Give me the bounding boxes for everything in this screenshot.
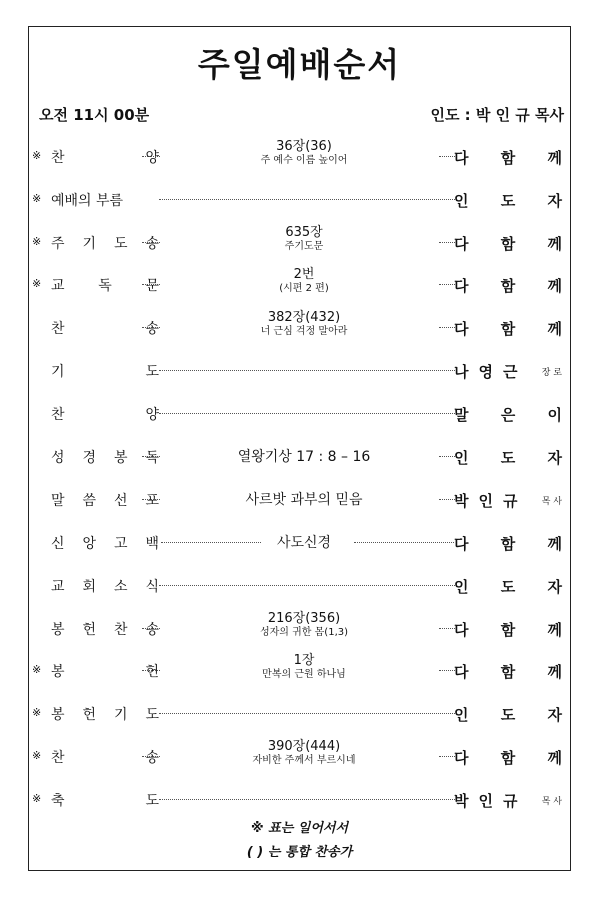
hymn-title: 성자의 귀한 몸(1,3) — [259, 627, 349, 638]
person-char: 함 — [500, 535, 516, 553]
hymn-title: 주 예수 이름 높이어 — [260, 155, 348, 166]
label-char: 경 — [82, 450, 97, 466]
dotted-leader — [142, 242, 160, 243]
person-char: 께 — [547, 149, 562, 167]
label-char: 기 — [113, 707, 128, 723]
order-item-detail — [169, 267, 439, 295]
label-char: 찬 — [51, 750, 65, 766]
detail-text: 열왕기상 17 : 8 – 16 — [237, 449, 371, 465]
dotted-leader — [142, 628, 160, 629]
service-leader: 인도 : 박 인 규 목사 — [430, 106, 564, 124]
order-item — [29, 267, 572, 303]
person-char: 자 — [547, 578, 562, 596]
hymn-number: 36장(36) — [276, 139, 332, 154]
order-item-detail — [169, 653, 439, 681]
person-char: 께 — [547, 749, 562, 767]
person-char: 박 — [454, 792, 469, 810]
order-item — [29, 568, 572, 604]
order-item — [29, 482, 572, 518]
person-char: 은 — [500, 406, 516, 424]
person-char: 근 — [503, 363, 518, 381]
dotted-leader — [142, 327, 160, 328]
order-item-label — [51, 233, 159, 253]
order-item — [29, 139, 572, 175]
label-char: 독 — [145, 450, 159, 466]
order-item-label — [51, 190, 159, 210]
label-char: 성 — [51, 450, 65, 466]
person-char: 께 — [547, 277, 562, 295]
person-title: 장 로 — [541, 368, 562, 378]
dotted-leader — [159, 713, 457, 714]
order-item-detail — [169, 739, 439, 767]
label-char: 교 — [51, 579, 65, 595]
person-title: 목 사 — [541, 497, 562, 507]
footer-hymnal-note: ( ) 는 통합 찬송가 — [246, 845, 353, 860]
person-char: 인 — [454, 706, 469, 724]
label-char: 봉 — [51, 622, 65, 638]
order-item-person — [454, 704, 562, 725]
label-char: 신 — [51, 536, 65, 552]
order-item-label — [51, 533, 159, 553]
dotted-leader — [439, 499, 455, 500]
person-char: 영 — [478, 363, 493, 381]
label-char: 도 — [145, 793, 159, 809]
standing-mark: ※ — [32, 706, 42, 719]
order-item-detail — [169, 310, 439, 338]
dotted-leader — [439, 756, 455, 757]
order-item-detail — [169, 525, 439, 561]
person-char: 함 — [500, 277, 516, 295]
person-char: 나 — [454, 363, 469, 381]
label-char: 양 — [145, 407, 159, 423]
order-item-label — [51, 661, 159, 681]
label-char: 송 — [145, 236, 159, 252]
person-char: 다 — [454, 320, 469, 338]
person-char: 께 — [547, 235, 562, 253]
order-item-label — [51, 619, 159, 639]
order-item-detail — [169, 611, 439, 639]
dotted-leader — [439, 156, 455, 157]
order-item-label — [51, 490, 159, 510]
standing-mark: ※ — [32, 235, 42, 248]
order-item — [29, 225, 572, 261]
hymn-number: 390장(444) — [267, 739, 341, 754]
label-char: 말 — [51, 493, 65, 509]
dotted-leader — [142, 284, 160, 285]
person-char: 함 — [500, 149, 516, 167]
hymn-number: 1장 — [293, 653, 315, 668]
order-item-person — [454, 275, 562, 296]
label-char: 도 — [113, 236, 128, 252]
dotted-leader — [142, 756, 160, 757]
label-char: 포 — [145, 493, 159, 509]
footer-standing-note: ※ 표는 일어서서 — [250, 821, 349, 836]
person-char: 다 — [454, 149, 469, 167]
person-char: 말 — [454, 406, 469, 424]
dotted-leader — [439, 327, 455, 328]
order-item-person — [454, 447, 562, 468]
page-title: 주일예배순서 — [197, 45, 402, 84]
person-char: 께 — [547, 320, 562, 338]
hymn-title: 너 근심 걱정 말아라 — [260, 326, 348, 337]
order-item — [29, 782, 572, 818]
order-item — [29, 696, 572, 732]
label-char: 찬 — [51, 407, 65, 423]
label-char: 도 — [145, 364, 159, 380]
person-char: 도 — [500, 449, 516, 467]
person-char: 다 — [454, 663, 469, 681]
label-char: 예배의 부름 — [51, 193, 124, 209]
dotted-leader — [159, 199, 457, 200]
person-char: 다 — [454, 235, 469, 253]
person-char: 자 — [547, 706, 562, 724]
dotted-leader — [142, 456, 160, 457]
order-item-detail — [169, 225, 439, 253]
dotted-leader — [439, 242, 455, 243]
label-char: 헌 — [82, 707, 97, 723]
label-char: 씀 — [82, 493, 97, 509]
person-char: 다 — [454, 535, 469, 553]
person-char: 자 — [547, 449, 562, 467]
order-item-person — [454, 361, 562, 382]
service-time: 오전 11시 00분 — [39, 106, 150, 124]
order-item-detail — [169, 439, 439, 475]
label-char: 기 — [51, 364, 65, 380]
person-char: 인 — [454, 192, 469, 210]
order-item-detail — [169, 482, 439, 518]
label-char: 헌 — [145, 664, 159, 680]
person-char: 인 — [478, 492, 493, 510]
order-item — [29, 310, 572, 346]
dotted-leader — [439, 456, 455, 457]
detail-text: 사도신경 — [276, 535, 332, 551]
order-item — [29, 653, 572, 689]
order-item — [29, 182, 572, 218]
label-char: 독 — [98, 278, 112, 294]
person-char: 함 — [500, 235, 516, 253]
label-char: 찬 — [113, 622, 128, 638]
person-char: 박 — [454, 492, 469, 510]
label-char: 찬 — [51, 150, 65, 166]
person-title: 목 사 — [541, 797, 562, 807]
label-char: 교 — [51, 278, 65, 294]
detail-text: 사르밧 과부의 믿음 — [245, 492, 363, 508]
order-item-person — [454, 404, 562, 425]
standing-mark: ※ — [32, 277, 42, 290]
dotted-leader — [439, 670, 455, 671]
order-item-person — [454, 576, 562, 597]
order-item — [29, 396, 572, 432]
person-char: 함 — [500, 320, 516, 338]
person-char: 께 — [547, 663, 562, 681]
order-item — [29, 611, 572, 647]
hymn-title: 자비한 주께서 부르시네 — [252, 755, 356, 766]
order-item-detail — [169, 139, 439, 167]
order-item-person — [454, 190, 562, 211]
order-item-label — [51, 275, 159, 295]
label-char: 고 — [113, 536, 128, 552]
order-item-person — [454, 619, 562, 640]
person-char: 다 — [454, 749, 469, 767]
label-char: 송 — [145, 321, 159, 337]
order-item-label — [51, 447, 159, 467]
label-char: 기 — [82, 236, 97, 252]
order-item-label — [51, 147, 159, 167]
order-item-label — [51, 747, 159, 767]
label-char: 찬 — [51, 321, 65, 337]
hymn-number: 635장 — [285, 225, 323, 240]
label-char: 헌 — [82, 622, 97, 638]
person-char: 이 — [547, 406, 562, 424]
order-item-person — [454, 490, 562, 511]
order-item-person — [454, 533, 562, 554]
order-item — [29, 353, 572, 389]
label-char: 송 — [145, 622, 159, 638]
dotted-leader — [142, 156, 160, 157]
label-char: 식 — [145, 579, 159, 595]
standing-mark: ※ — [32, 663, 42, 676]
person-char: 도 — [500, 578, 516, 596]
hymn-title: 만복의 근원 하나님 — [262, 669, 346, 680]
dotted-leader — [142, 670, 160, 671]
standing-mark: ※ — [32, 192, 42, 205]
order-item-person — [454, 233, 562, 254]
order-item-label — [51, 361, 159, 381]
person-char: 다 — [454, 621, 469, 639]
order-item-person — [454, 318, 562, 339]
dotted-leader — [159, 585, 457, 586]
person-char: 도 — [500, 706, 516, 724]
order-item-label — [51, 704, 159, 724]
order-item — [29, 439, 572, 475]
label-char: 회 — [82, 579, 97, 595]
person-char: 다 — [454, 277, 469, 295]
label-char: 백 — [145, 536, 159, 552]
hymn-title: (시편 2 편) — [279, 283, 329, 294]
hymn-number: 382장(432) — [267, 310, 341, 325]
person-char: 인 — [478, 792, 493, 810]
order-item-label — [51, 576, 159, 596]
order-item-person — [454, 790, 562, 811]
order-item-person — [454, 661, 562, 682]
person-char: 인 — [454, 449, 469, 467]
label-char: 소 — [113, 579, 128, 595]
bulletin-frame — [28, 26, 571, 871]
standing-mark: ※ — [32, 149, 42, 162]
person-char: 함 — [500, 621, 516, 639]
hymn-number: 2번 — [293, 267, 315, 282]
person-char: 도 — [500, 192, 516, 210]
dotted-leader — [159, 413, 457, 414]
order-item — [29, 739, 572, 775]
person-char: 자 — [547, 192, 562, 210]
label-char: 선 — [113, 493, 128, 509]
label-char: 축 — [51, 793, 65, 809]
order-item-label — [51, 404, 159, 424]
label-char: 송 — [145, 750, 159, 766]
order-item-label — [51, 318, 159, 338]
person-char: 규 — [503, 492, 518, 510]
label-char: 봉 — [51, 664, 65, 680]
person-char: 함 — [500, 749, 516, 767]
label-char: 주 — [51, 236, 65, 252]
dotted-leader — [439, 628, 455, 629]
hymn-number: 216장(356) — [267, 611, 341, 626]
dotted-leader — [439, 284, 455, 285]
label-char: 봉 — [51, 707, 65, 723]
dotted-leader — [159, 799, 457, 800]
dotted-leader — [142, 499, 160, 500]
person-char: 께 — [547, 621, 562, 639]
hymn-title: 주기도문 — [284, 241, 324, 252]
label-char: 문 — [145, 278, 159, 294]
person-char: 규 — [503, 792, 518, 810]
person-char: 인 — [454, 578, 469, 596]
order-item-person — [454, 147, 562, 168]
standing-mark: ※ — [32, 749, 42, 762]
person-char: 께 — [547, 535, 562, 553]
standing-mark: ※ — [32, 792, 42, 805]
label-char: 앙 — [82, 536, 97, 552]
dotted-leader — [159, 370, 457, 371]
order-item — [29, 525, 572, 561]
order-item-person — [454, 747, 562, 768]
label-char: 양 — [145, 150, 159, 166]
person-char: 함 — [500, 663, 516, 681]
label-char: 도 — [145, 707, 159, 723]
order-item-label — [51, 790, 159, 810]
label-char: 봉 — [113, 450, 128, 466]
